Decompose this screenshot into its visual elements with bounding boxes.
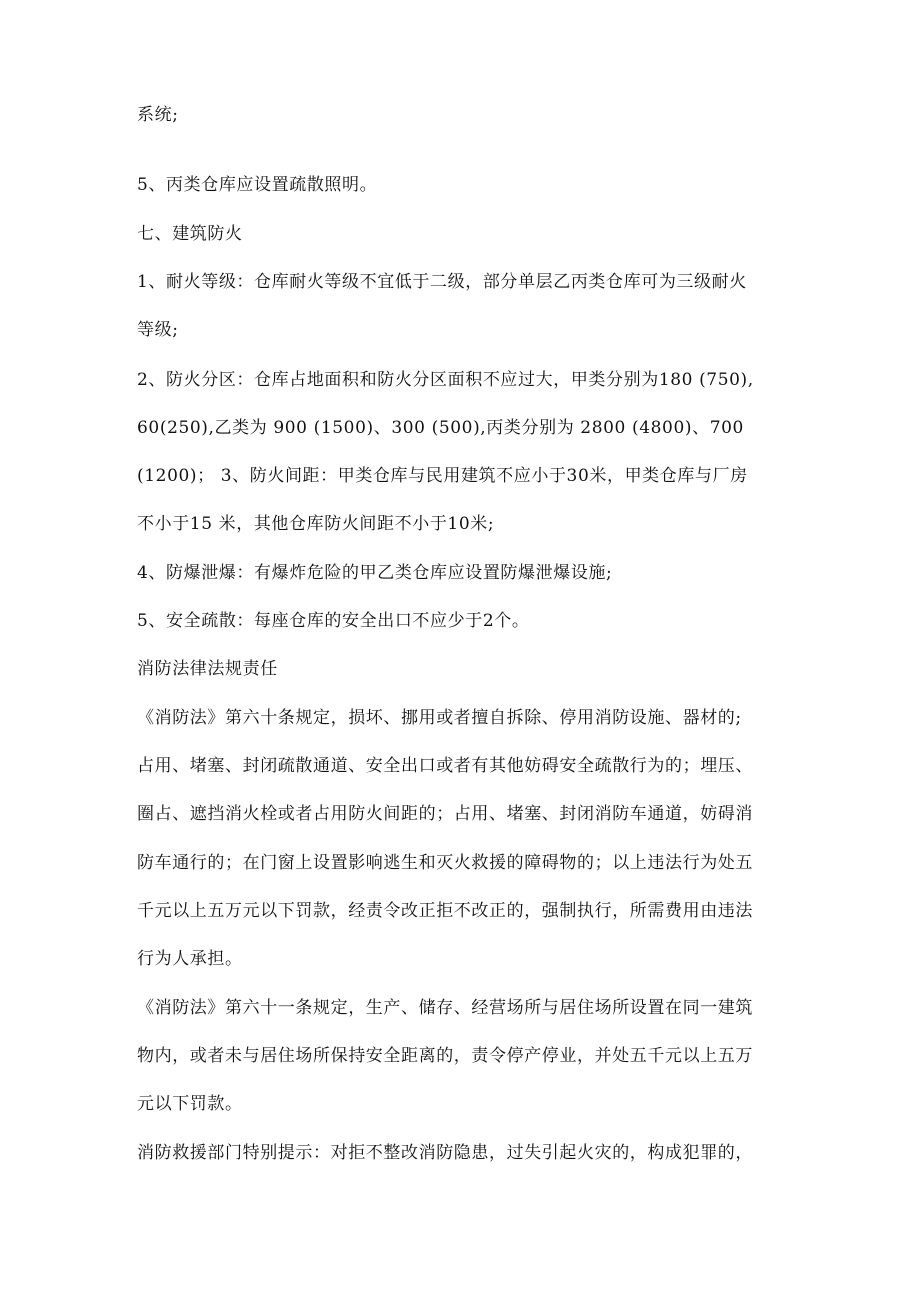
section-heading: 七、建筑防火: [137, 224, 243, 244]
text-line: 圈占、遮挡消火栓或者占用防火间距的；占用、堵塞、封闭消防车通道，妨碍消: [137, 804, 753, 824]
text-line: 4、防爆泄爆：有爆炸危险的甲乙类仓库应设置防爆泄爆设施;: [137, 563, 613, 583]
text-line: 系统;: [137, 105, 179, 125]
text-line: 《消防法》第六十条规定，损坏、挪用或者擅自拆除、停用消防设施、器材的;: [137, 708, 742, 728]
text-line: (1200)； 3、防火间距：甲类仓库与民用建筑不应小于30米，甲类仓库与厂房: [137, 466, 748, 486]
text-line: 2、防火分区：仓库占地面积和防火分区面积不应过大，甲类分别为180 (750),: [137, 370, 754, 390]
text-line: 5、安全疏散：每座仓库的安全出口不应少于2个。: [137, 611, 530, 631]
text-line: 不小于15 米，其他仓库防火间距不小于10米;: [137, 514, 495, 534]
text-line: 防车通行的；在门窗上设置影响逃生和灭火救援的障碍物的；以上违法行为处五: [137, 853, 753, 873]
text-line: 等级;: [137, 320, 179, 340]
text-line: 元以下罚款。: [137, 1094, 243, 1114]
text-line: 5、丙类仓库应设置疏散照明。: [137, 175, 378, 195]
text-line: 1、耐火等级：仓库耐火等级不宜低于二级，部分单层乙丙类仓库可为三级耐火: [137, 272, 747, 292]
text-line: 占用、堵塞、封闭疏散通道、安全出口或者有其他妨碍安全疏散行为的；埋压、: [137, 756, 753, 776]
text-line: 60(250),乙类为 900 (1500)、300 (500),丙类分别为 2800 (4800)、700: [137, 418, 744, 438]
text-line: 消防救援部门特别提示：对拒不整改消防隐患，过失引起火灾的，构成犯罪的，: [137, 1143, 753, 1163]
text-line: 物内，或者未与居住场所保持安全距离的，责令停产停业，并处五千元以上五万: [137, 1046, 753, 1066]
text-line: 行为人承担。: [137, 949, 243, 969]
text-line: 《消防法》第六十一条规定，生产、储存、经营场所与居住场所设置在同一建筑: [137, 998, 753, 1018]
text-line: 千元以上五万元以下罚款，经责令改正拒不改正的，强制执行，所需费用由违法: [137, 901, 753, 921]
section-heading: 消防法律法规责任: [137, 659, 278, 679]
